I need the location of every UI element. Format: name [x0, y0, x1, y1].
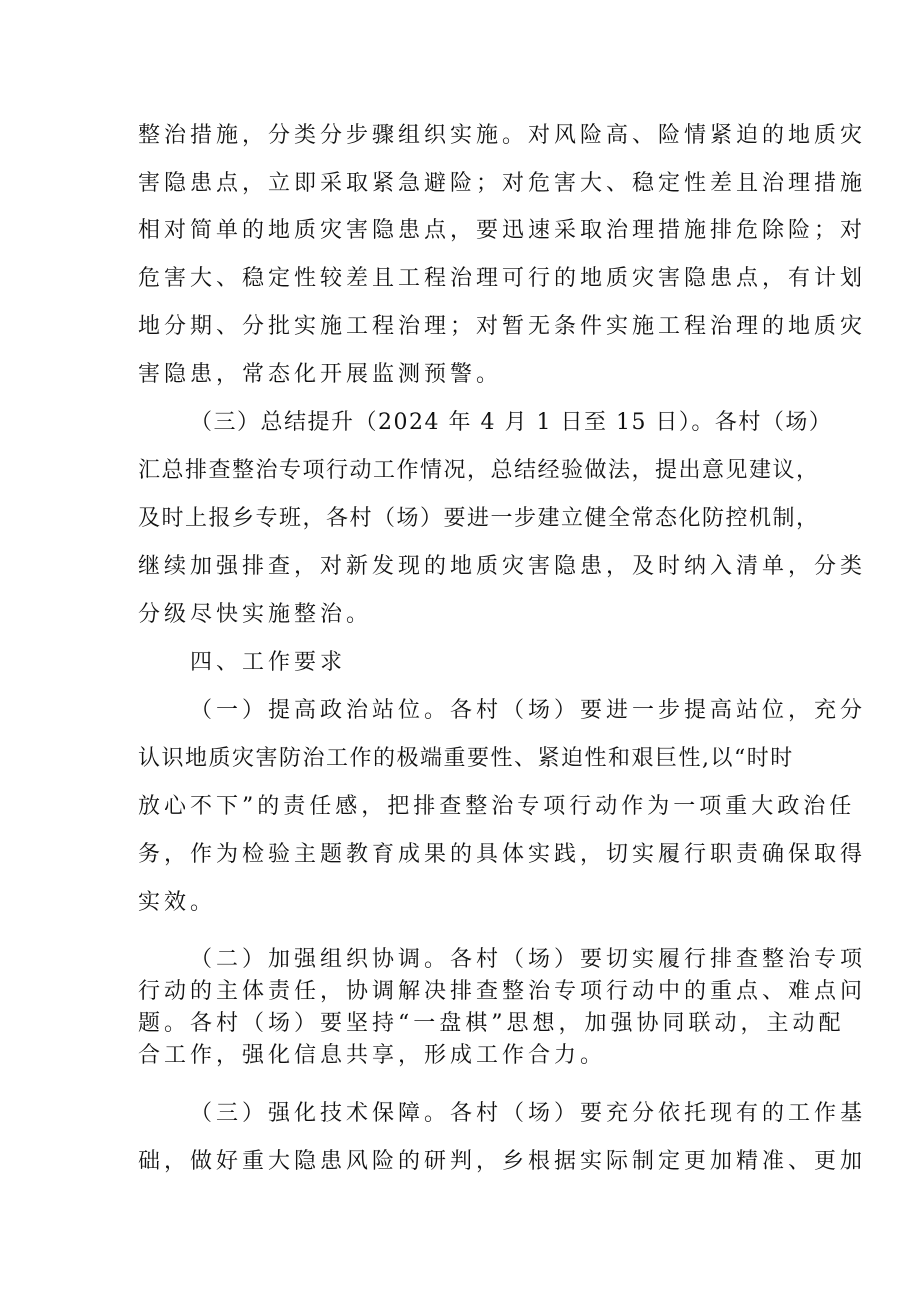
text-line: 害隐患，常态化开展监测预警。: [138, 362, 503, 387]
text-line: 继续加强排查，对新发现的地质灾害隐患，及时纳入清单，分类: [138, 554, 867, 579]
paragraph-heading-technical: （三）强化技术保障。各村（场）要充分依托现有的工作基: [190, 1101, 867, 1126]
text-line: 题。各村（场）要坚持“一盘棋”思想，加强协同联动，主动配: [138, 1011, 845, 1036]
text-line: 础，做好重大隐患风险的研判，乡根据实际制定更加精准、更加: [138, 1149, 867, 1174]
text-line: 害隐患点，立即采取紧急避险；对危害大、稳定性差且治理措施: [138, 171, 867, 196]
text-line: 分级尽快实施整治。: [138, 602, 373, 627]
text-line: 汇总排查整治专项行动工作情况，总结经验做法，提出意见建议，: [138, 458, 820, 483]
paragraph-heading-political: （一）提高政治站位。各村（场）要进一步提高站位，充分: [190, 698, 867, 723]
section-heading-summary: （三）总结提升（2024 年 4 月 1 日至 15 日）。各村（场）: [190, 410, 833, 435]
section-heading-work-requirements: 四、工作要求: [190, 650, 347, 675]
text-line: 整治措施，分类分步骤组织实施。对风险高、险情紧迫的地质灾: [138, 123, 867, 148]
text-line: 合工作，强化信息共享，形成工作合力。: [138, 1043, 607, 1068]
text-line: 放心不下”的责任感，把排查整治专项行动作为一项重大政治任: [138, 794, 856, 819]
text-line: 地分期、分批实施工程治理；对暂无条件实施工程治理的地质灾: [138, 314, 867, 339]
text-line: 及时上报乡专班，各村（场）要进一步建立健全常态化防控机制，: [138, 506, 820, 531]
text-line: 行动的主体责任，协调解决排查整治专项行动中的重点、难点问: [138, 979, 867, 1004]
text-line: 务，作为检验主题教育成果的具体实践，切实履行职责确保取得: [138, 842, 867, 867]
paragraph-heading-coordination: （二）加强组织协调。各村（场）要切实履行排查整治专项: [190, 947, 867, 972]
text-line: 实效。: [138, 890, 217, 915]
text-line: 危害大、稳定性较差且工程治理可行的地质灾害隐患点，有计划: [138, 266, 867, 291]
text-line: 相对简单的地质灾害隐患点，要迅速采取治理措施排危除险；对: [138, 218, 867, 243]
text-line: 认识地质灾害防治工作的极端重要性、紧迫性和艰巨性,以“时时: [138, 746, 794, 771]
